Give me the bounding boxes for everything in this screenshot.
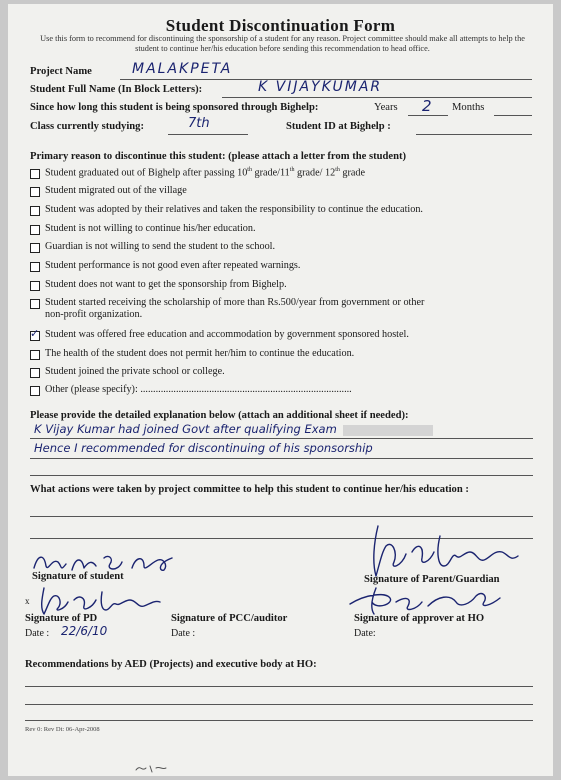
explanation-line-2[interactable]: Hence I recommended for discontinuing of his sponsorship [34,441,373,455]
form-intro: Use this form to recommend for discontinuing the sponsorship of a student for any reason. Project committee should make all attempts to help the student to continue her/his education before sending this recommendation to head office. [40,34,525,53]
reason-label: Student performance is not good even after repeated warnings. [45,260,301,271]
student-id-line [416,134,532,135]
reason-label: Student was adopted by their relatives and taken the responsibility to continue the education. [45,204,423,215]
recommendations-rule-1 [25,686,533,687]
reason-label: Student graduated out of Bighelp after passing 10th grade/11th grade/ 12th grade [45,167,366,179]
revision-note: Rev 0: Rev Dt: 06-Apr-2008 [25,726,100,733]
reason-not-willing[interactable] [30,223,256,235]
reason-label: Other (please specify): ................................................................................... [45,384,352,395]
reason-label-cont: non-profit organization. [45,309,143,320]
reason-label: The health of the student does not permit her/him to continue the education. [45,348,355,359]
pcc-date-label: Date : [171,628,196,639]
reason-checkbox-checked[interactable] [30,331,40,341]
redaction-block [343,425,433,436]
sponsored-label: Since how long this student is being sponsored through Bighelp: [30,102,319,113]
reason-label: Student does not want to get the sponsorship from Bighelp. [45,279,287,290]
reason-checkbox[interactable] [30,169,40,179]
actions-rule-1 [30,516,533,517]
class-line [168,134,248,135]
pd-mark: x [25,596,30,606]
reason-health[interactable] [30,348,354,360]
parent-signature-scribble [364,522,524,580]
explanation-line-1[interactable]: K Vijay Kumar had joined Govt after qualifying Exam [34,422,337,436]
reason-label: Student joined the private school or college. [45,366,225,377]
reason-other[interactable] [30,384,352,396]
parent-signature-label: Signature of Parent/Guardian [364,574,500,585]
reason-label: Student started receiving the scholarship of more than Rs.500/year from government or other [45,297,425,308]
pd-signature-scribble [34,582,164,616]
approver-date-label: Date: [354,628,376,639]
reason-checkbox[interactable] [30,187,40,197]
student-id-label: Student ID at Bighelp : [286,121,391,132]
reason-private-school[interactable] [30,366,225,378]
reason-checkbox[interactable] [30,243,40,253]
pd-date-value[interactable]: 22/6/10 [61,624,108,638]
reason-label: Student was offered free education and accommodation by government sponsored hostel. [45,329,409,340]
reason-checkbox[interactable] [30,386,40,396]
reason-label: Guardian is not willing to send the student to the school. [45,241,276,252]
actions-label: What actions were taken by project committee to help this student to continue her/his education : [30,484,469,495]
project-name-label: Project Name [30,66,92,77]
reason-govt-hostel[interactable] [30,329,409,341]
reason-checkbox[interactable] [30,225,40,235]
reason-graduated[interactable] [30,167,365,179]
stray-pen-mark [134,762,170,774]
reason-checkbox[interactable] [30,350,40,360]
explanation-rule-2 [30,458,533,459]
reason-migrated[interactable] [30,185,187,197]
reason-scholarship[interactable] [30,297,424,320]
explanation-label: Please provide the detailed explanation below (attach an additional sheet if needed): [30,410,409,421]
class-label: Class currently studying: [30,121,144,132]
class-value[interactable]: 7th [188,116,210,131]
approver-signature-label: Signature of approver at HO [354,613,485,624]
years-label: Years [374,102,398,113]
student-name-label: Student Full Name (In Block Letters): [30,84,203,95]
explanation-rule-3 [30,475,533,476]
discontinuation-form [8,4,553,776]
reason-label: Student migrated out of the village [45,185,187,196]
months-label: Months [452,102,485,113]
months-line [494,115,532,116]
reason-checkbox[interactable] [30,299,40,309]
explanation-rule-1 [30,438,533,439]
reason-checkbox[interactable] [30,368,40,378]
reason-performance[interactable] [30,260,300,272]
form-title: Student Discontinuation Form [165,16,396,35]
reason-adopted[interactable] [30,204,423,216]
years-value[interactable]: 2 [422,97,432,115]
student-name-line [222,97,532,98]
approver-signature-scribble [346,584,506,616]
reason-label: Student is not willing to continue his/her education. [45,223,256,234]
pd-date-label: Date : [25,628,50,639]
reason-checkbox[interactable] [30,206,40,216]
student-signature-label: Signature of student [32,571,124,582]
reasons-heading: Primary reason to discontinue this student: (please attach a letter from the student) [30,151,407,162]
reason-checkbox[interactable] [30,262,40,272]
recommendations-rule-2 [25,704,533,705]
reason-no-sponsorship[interactable] [30,279,287,291]
pcc-signature-label: Signature of PCC/auditor [171,613,288,624]
recommendations-rule-3 [25,720,533,721]
years-line [408,115,448,116]
recommendations-label: Recommendations by AED (Projects) and executive body at HO: [25,659,317,670]
reason-guardian[interactable] [30,241,275,253]
student-name-value[interactable]: K VIJAYKUMAR [258,79,383,95]
pd-signature-label: Signature of PD [25,613,98,624]
project-name-value[interactable]: MALAKPETA [132,61,233,77]
reason-checkbox[interactable] [30,281,40,291]
